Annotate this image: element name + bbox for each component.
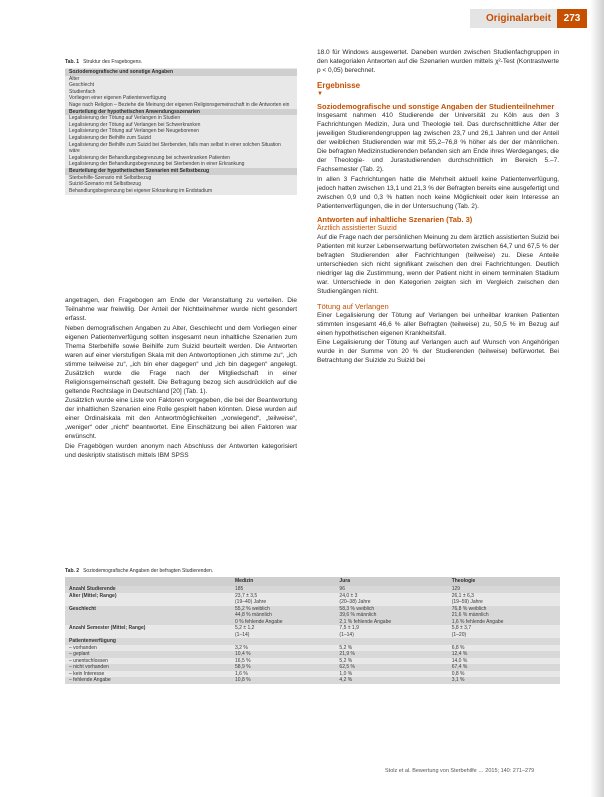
table-item: Geschlecht (69, 82, 95, 89)
table-item: Sterbehilfe-Szenario mit Selbstbezug (69, 174, 152, 181)
table-cell: 58,9 % (231, 664, 335, 671)
table-cell: 16,5 % (231, 658, 335, 665)
table-column-header (65, 577, 231, 586)
table-cell: 3,2 % (231, 645, 335, 652)
row-label: – kein Interesse (65, 671, 231, 678)
table-cell: 58,3 % weiblich 39,6 % männlich 2,1 % fehlende Angabe (335, 606, 447, 626)
paragraph: angetragen, den Fragebogen am Ende der Veranstaltung zu verteilen. Die Teilnahme war freiwillig. Der Anteil der Nichtteilnehmer wurde nicht gesondert erfasst. (65, 297, 297, 322)
table-cell: 12,4 % (448, 651, 560, 658)
table-row (65, 593, 560, 606)
table-row (65, 625, 560, 638)
killing-heading: Tötung auf Verlangen (317, 301, 389, 311)
table-2-caption: Tab. 2 Soziodemografische Angaben der befragten Studierenden. (65, 568, 214, 574)
table-cell: 62,5 % (335, 664, 447, 671)
table-section-heading: Beurteilung der hypothetischen Anwendungsszenarien (65, 109, 297, 116)
table-item: Vorliegen einer eigenen Patientenverfügung (69, 95, 167, 102)
table-item: Behandlungsbegrenzung bei eigener Erkrankung im Endstadium (69, 187, 213, 194)
table-cell: 24,0 ± 3 (20–38) Jahre (335, 593, 447, 606)
table-item: Alter (69, 75, 80, 82)
row-label: – vorhanden (65, 645, 231, 652)
table-cell: 1,6 % (231, 671, 335, 678)
table-item: Legalisierung der Behandlungsbegrenzung bei schwerkranken Patienten (69, 154, 230, 161)
table-cell: 129 (448, 586, 560, 593)
page-header (470, 9, 587, 28)
table-column-header: Medizin (231, 577, 335, 586)
table-cell: 4,2 % (335, 677, 447, 684)
paragraph: In allen 3 Fachrichtungen hatte die Mehrheit aktuell keine Patientenverfügung, jedoch hatten zwischen 13,1 und 21,3 % der Befragten bereits eine ausgefertigt und zwischen 0,9 und 0,3 % hatten noch keine Möglichkeit oder kein Interesse an Patientenverfügungen, die in der Untersuchung (Tab. 2). (317, 175, 559, 210)
table-cell: 26,1 ± 6,3 (19–59) Jahre (448, 593, 560, 606)
paragraph: 18.0 für Windows ausgewertet. Daneben wurden zwischen Studienfachgruppen in den kategorialen Antworten auf die Szenarien wurden mittels χ²-Test (Kontrastwerte p < 0,05) berechnet. (317, 49, 559, 74)
table-cell: 185 (231, 586, 335, 593)
paragraph: Auf die Frage nach der persönlichen Meinung zu dem ärztlich assistierten Suizid bei Patienten mit kurzer Lebenserwartung befürworteten zwischen 64,7 und 67,5 % der befragten Studierenden aller Fachrichtungen (teilweise) zu. Diese Anteile unterschieden sich nicht signifikant zwischen den drei Fachrichtungen. Deutlich niedriger lag die Zustimmung, wenn der Patient nicht in einem terminalen Stadium war. Unterschiede in den Kategorien zeigten sich im Vergleich zwischen den Studiengängen nicht. (317, 233, 559, 295)
right-column (317, 48, 559, 366)
row-label: Anzahl Semester (Mittel; Range) (65, 625, 231, 638)
table-item: Studienfach (69, 88, 96, 95)
table-cell: 76,8 % weiblich 21,6 % männlich 1,6 % fehlende Angabe (448, 606, 560, 626)
table-cell: 0,8 % (448, 671, 560, 678)
row-label: Anzahl Studierende (65, 586, 231, 593)
table-cell: 5,2 ± 1,2 (1–14) (231, 625, 335, 638)
table-item: Nage nach Religion – Beziehe die Meinung der eigenen Religionsgemeinschaft in die Antworten ein (69, 101, 290, 108)
table-cell: 7,5 ± 1,9 (1–14) (335, 625, 447, 638)
table-cell: 5,2 % (335, 658, 447, 665)
table-item: Legalisierung der Beihilfe zum Suizid (69, 134, 151, 141)
table-1-caption: Tab. 1 Struktur des Fragebogens. (65, 59, 143, 65)
table-1 (65, 59, 297, 195)
table-item: Legalisierung der Behandlungsbegrenzung bei Sterbenden in einer Erkrankung (69, 161, 245, 168)
table-cell: 5,8 ± 3,7 (1–20) (448, 625, 560, 638)
paragraph: Eine Legalisierung der Tötung auf Verlangen auch auf Wunsch von Angehörigen wurde in der Summe von 20 % der Studierenden (teilweise) befürwortet. Bei Betrachtung der Suizide zu Suizid bei (317, 339, 559, 364)
answers-heading: Antworten auf inhaltliche Szenarien (Tab. 3) (317, 214, 473, 224)
section-marker: ▼ (317, 91, 323, 97)
row-label: Patientenverfügung (65, 638, 231, 645)
row-label: – geplant (65, 651, 231, 658)
table-item: Legalisierung der Tötung auf Verlangen in Studien (69, 115, 181, 122)
table-column-header: Theologie (448, 577, 560, 586)
table-row (65, 677, 560, 684)
row-label: – fehlende Angabe (65, 677, 231, 684)
section-label: Originalarbeit (485, 13, 551, 24)
page-number: 273 (557, 9, 587, 28)
paragraph: Neben demografischen Angaben zu Alter, Geschlecht und dem Vorliegen einer eigenen Patientenverfügung sollten insgesamt neun inhaltliche Szenarien zum Thema Sterbehilfe sowie Beihilfe zum Suizid beurteilt werden. Die Antworten waren auf einer vierstufigen Skala mit den Antwortoptionen „ich stimme zu“, „ich stimme teilweise zu“, „ich bin eher dagegen“ und „ich bin dagegen“ angelegt. Zusätzlich wurde die Frage nach der Mitgliedschaft in einer Religionsgemeinschaft gestellt. Die Befragung bezog sich ausdrücklich auf die geltende Rechtslage in Deutschland [20] (Tab. 1). (65, 324, 297, 395)
table-2-grid (65, 577, 560, 684)
table-item: Legalisierung der Tötung auf Verlangen bei Neugeborenen (69, 128, 200, 135)
table-header-row (65, 577, 560, 586)
table-cell: 10,8 % (231, 677, 335, 684)
row-label: Geschlecht (65, 606, 231, 626)
table-column-header: Jura (335, 577, 447, 586)
table-cell: 55,2 % weiblich 44,8 % männlich 0 % fehlende Angabe (231, 606, 335, 626)
table-row (65, 606, 560, 626)
paragraph: Einer Legalisierung der Tötung auf Verlangen bei unheilbar kranken Patienten stimmten insgesamt 46,6 % aller Befragten (teilweise) zu, 50,5 % im Bezug auf einen hypothetischen eigenen Krankheitsfall. (317, 311, 559, 337)
table-1-body (65, 68, 297, 195)
table-cell: 1,0 % (335, 671, 447, 678)
table-cell: 67,4 % (448, 664, 560, 671)
table-section-heading: Soziodemografische und sonstige Angaben (65, 69, 297, 76)
paragraph: Insgesamt nahmen 410 Studierende der Universität zu Köln aus den 3 Fachrichtungen Medizin, Jura und Theologie teil. Das durchschnittliche Alter der jeweiligen Studierendengruppen lag zwischen 23,7 und 26,1 Jahren und der Anteil der weiblichen Studierenden war mit 55,2–76,8 % höher als der der männlichen. Die befragten Medizinstudierenden befanden sich am Ende ihres Werdeganges, die der Theologie- und Jurastudierenden durchschnittlich im Bereich 5.–7. Fachsemester (Tab. 2). (317, 112, 559, 173)
table-cell: 23,7 ± 3,5 (19–40) Jahre (231, 593, 335, 606)
table-cell: 10,4 % (231, 651, 335, 658)
answers-subheading: Ärztlich assistierter Suizid (317, 224, 397, 232)
table-item: Suizid-Szenario mit Selbstbezug (69, 181, 141, 188)
table-cell: 6,8 % (448, 645, 560, 652)
table-cell: 3,1 % (448, 677, 560, 684)
table-section-heading: Beurteilung der hypothetischen Szenarien mit Selbstbezug (65, 168, 297, 175)
table-cell: 14,0 % (448, 658, 560, 665)
socio-heading: Soziodemografische und sonstige Angaben der Studienteilnehmer (317, 102, 555, 111)
results-heading: Ergebnisse (317, 81, 361, 90)
table-item: Legalisierung der Tötung auf Verlangen bei Schwerkranken (69, 121, 201, 128)
table-item: Legalisierung der Beihilfe zum Suizid bei Sterbenden, falls man selbst in einer solchen Situation wäre (69, 141, 281, 155)
row-label: – unentschlossen (65, 658, 231, 665)
table-cell: 96 (335, 586, 447, 593)
paragraph: Zusätzlich wurde eine Liste von Faktoren vorgegeben, die bei der Beantwortung der inhaltlichen Szenarien eine Rolle gespielt haben könnten. Diese wurden auf einer Ordinalskala mit den Antwortmöglichkeiten „vorwiegend“, „teilweise“, „weniger“ oder „nicht“ beantwortet. Eine Einschätzung bei allen Faktoren war erwünscht. (65, 397, 297, 440)
table-cell: 5,2 % (335, 645, 447, 652)
table-cell: 21,9 % (335, 651, 447, 658)
row-label: – nicht vorhanden (65, 664, 231, 671)
page-edge-shadow (590, 0, 604, 797)
table-2 (65, 568, 560, 684)
paragraph: Die Fragebögen wurden anonym nach Abschluss der Antworten kategorisiert und deskriptiv statistisch mittels IBM SPSS (65, 442, 297, 459)
page-footer: Stolz et al. Bewertung von Sterbehilfe … 2015; 140: 271–279 (385, 768, 535, 774)
row-label: Alter (Mittel; Range) (65, 593, 231, 606)
left-column (65, 296, 297, 460)
